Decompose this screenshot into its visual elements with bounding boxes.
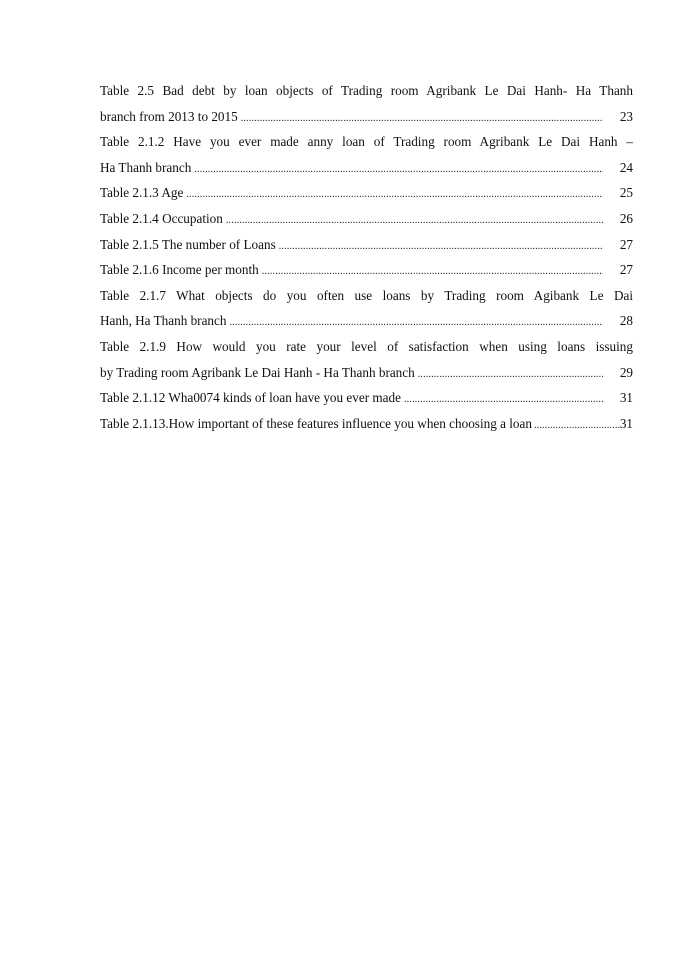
dot-leader xyxy=(279,234,603,260)
dot-leader xyxy=(241,106,603,132)
toc-entry-page-number: 23 xyxy=(619,108,633,124)
dot-leader xyxy=(534,413,620,439)
toc-entry-page-number: 29 xyxy=(619,364,633,380)
toc-entry-title: Hanh, Ha Thanh branch xyxy=(100,313,227,329)
toc-entry-page-number: 28 xyxy=(619,313,633,329)
list-of-tables xyxy=(100,78,633,436)
toc-entry-page-number: 26 xyxy=(619,210,633,226)
dot-leader xyxy=(418,362,603,388)
toc-entry-title: by Trading room Agribank Le Dai Hanh - Ha Thanh branch xyxy=(100,364,415,380)
toc-entry-table-2-1-3[interactable] xyxy=(100,180,633,206)
toc-entry-title: Table 2.1.6 Income per month xyxy=(100,262,259,278)
toc-entry-title: Table 2.1.3 Age xyxy=(100,185,184,201)
dot-leader xyxy=(404,387,603,413)
toc-entry-table-2-1-2[interactable] xyxy=(100,129,633,180)
toc-entry-first-line: Table 2.5 Bad debt by loan objects of Trading room Agribank Le Dai Hanh- Ha Thanh xyxy=(100,83,633,98)
toc-entry-title: Table 2.1.4 Occupation xyxy=(100,210,223,226)
toc-entry-title: Ha Thanh branch xyxy=(100,159,192,175)
toc-entry-page-number: 31 xyxy=(619,415,633,431)
toc-entry-table-2-1-7[interactable] xyxy=(100,283,633,334)
toc-entry-table-2-1-13[interactable] xyxy=(100,411,633,437)
dot-leader xyxy=(226,208,603,234)
toc-entry-title: Table 2.1.5 The number of Loans xyxy=(100,236,276,252)
toc-entry-title: Table 2.1.13.How important of these features influence you when choosing a loan xyxy=(100,415,532,431)
toc-entry-table-2-1-5[interactable] xyxy=(100,232,633,258)
toc-entry-first-line: Table 2.1.7 What objects do you often use loans by Trading room Agibank Le Dai xyxy=(100,287,633,303)
toc-entry-table-2-1-12[interactable] xyxy=(100,385,633,411)
toc-entry-table-2-5[interactable] xyxy=(100,78,633,129)
toc-entry-page-number: 24 xyxy=(619,159,633,175)
toc-entry-first-line: Table 2.1.9 How would you rate your level of satisfaction when using loans issuing xyxy=(100,338,633,354)
dot-leader xyxy=(194,157,603,183)
dot-leader xyxy=(262,259,603,285)
toc-entry-page-number: 27 xyxy=(619,236,633,252)
dot-leader xyxy=(186,182,603,208)
toc-entry-first-line: Table 2.1.2 Have you ever made anny loan of Trading room Agribank Le Dai Hanh – xyxy=(100,134,633,150)
toc-entry-title: branch from 2013 to 2015 xyxy=(100,108,238,124)
toc-entry-table-2-1-6[interactable] xyxy=(100,257,633,283)
toc-entry-page-number: 25 xyxy=(619,185,633,201)
dot-leader xyxy=(229,310,603,336)
toc-entry-page-number: 31 xyxy=(619,390,633,406)
toc-entry-title: Table 2.1.12 Wha0074 kinds of loan have you ever made xyxy=(100,390,401,406)
toc-entry-table-2-1-9[interactable] xyxy=(100,334,633,385)
toc-entry-page-number: 27 xyxy=(619,262,633,278)
toc-entry-table-2-1-4[interactable] xyxy=(100,206,633,232)
